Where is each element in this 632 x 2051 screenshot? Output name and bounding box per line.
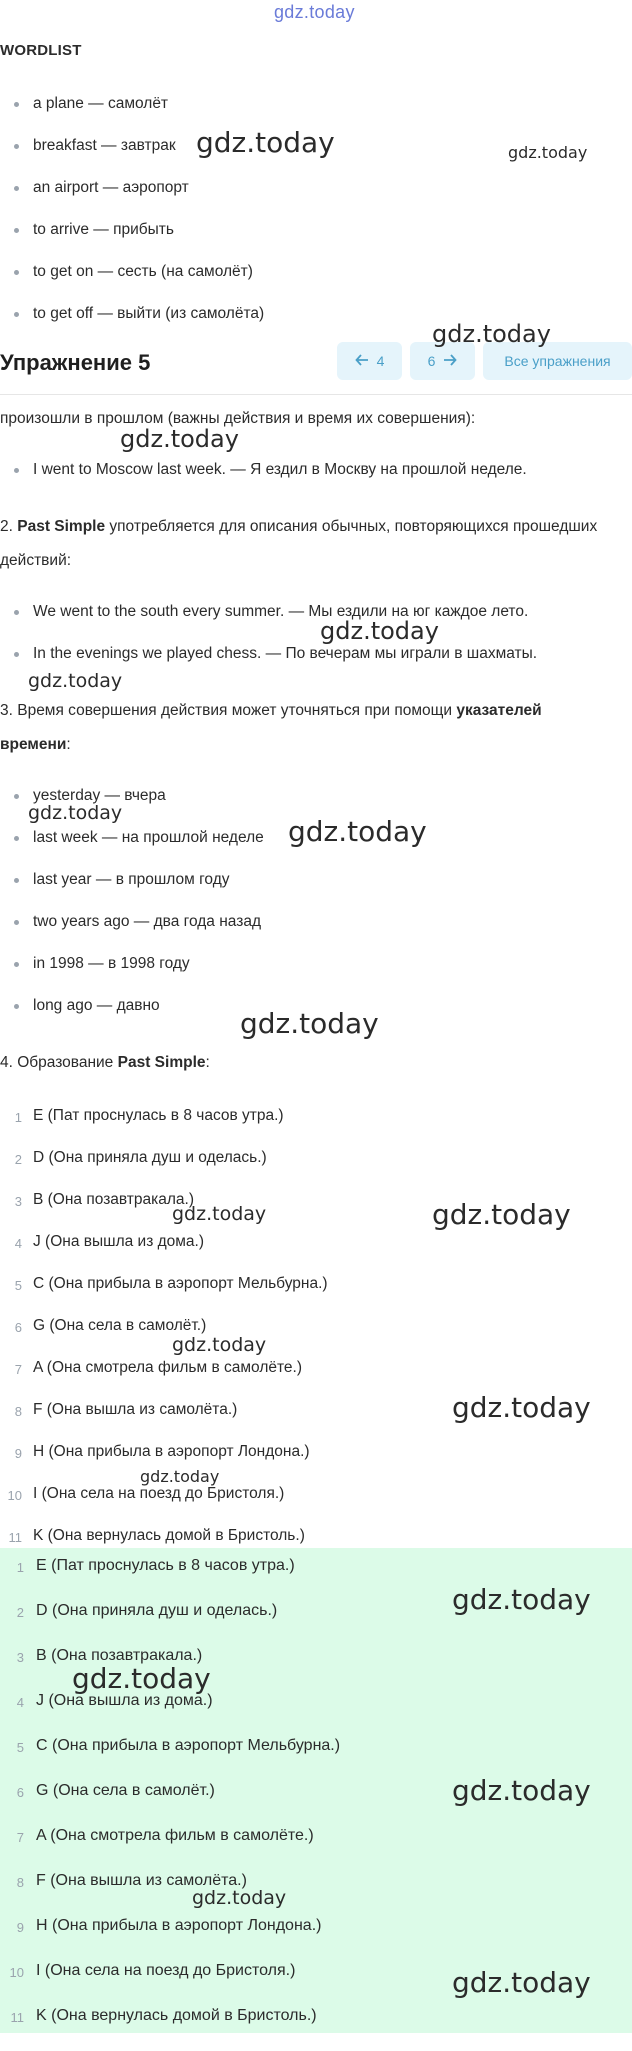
numbered-list [0, 1106, 632, 1568]
list-item: 7 A (Она смотрела фильм в самолёте.) [14, 1359, 302, 1377]
theory-paragraph-3: 3. Время совершения действия может уточняться при помощи указателей времени: [0, 702, 542, 753]
list-item: 9 H (Она прибыла в аэропорт Лондона.) [16, 1917, 322, 1935]
theory-paragraph-2: 2. Past Simple употребляется для описания обычных, повторяющихся прошедших действий: [0, 518, 598, 569]
watermark: gdz.today [72, 1662, 211, 1695]
prev-exercise-button[interactable] [337, 342, 402, 380]
watermark: gdz.today [196, 126, 335, 159]
page-title: Упражнение 5 [0, 350, 151, 375]
list-item: to arrive — прибыть [0, 220, 264, 262]
watermark: gdz.today [172, 1203, 267, 1225]
list-item: an airport — аэропорт [0, 178, 264, 220]
list-item: In the evenings we played chess. — По вечерам мы играли в шахматы. [0, 644, 537, 686]
watermark: gdz.today [452, 1391, 591, 1424]
list-item: 2 D (Она приняла душ и оделась.) [16, 1602, 278, 1620]
list-item: 10 I (Она села на поезд до Бристоля.) [9, 1962, 296, 1980]
watermark: gdz.today [240, 1007, 379, 1040]
watermark: gdz.today [140, 1467, 220, 1486]
arrow-right-icon [443, 353, 457, 370]
list-item: 6 G (Она села в самолёт.) [16, 1782, 215, 1800]
site-logo[interactable]: gdz.today [274, 2, 355, 22]
watermark: gdz.today [28, 802, 123, 824]
watermark: gdz.today [452, 1966, 591, 1999]
example-list [0, 460, 527, 502]
theory-paragraph-4: 4. Образование Past Simple: [0, 1054, 210, 1071]
list-item: a plane — самолёт [0, 94, 264, 136]
list-item: yesterday — вчера [0, 786, 264, 828]
watermark: gdz.today [508, 143, 588, 162]
watermark: gdz.today [192, 1887, 287, 1909]
watermark: gdz.today [28, 670, 123, 692]
list-item: We went to the south every summer. — Мы ездили на юг каждое лето. [0, 602, 537, 644]
list-item: in 1998 — в 1998 году [0, 954, 264, 996]
theory-line: произошли в прошлом (важны действия и время их совершения): [0, 410, 476, 427]
list-item: breakfast — завтрак [0, 136, 264, 178]
list-item: 4 J (Она вышла из дома.) [14, 1233, 205, 1251]
all-exercises-label: Все упражнения [504, 353, 611, 369]
wordlist-heading: WORDLIST [0, 42, 82, 59]
list-item: 4 J (Она вышла из дома.) [16, 1692, 213, 1710]
watermark: gdz.today [288, 815, 427, 848]
watermark: gdz.today [432, 1198, 571, 1231]
list-item: to get off — выйти (из самолёта) [0, 304, 264, 346]
list-item: long ago — давно [0, 996, 264, 1038]
list-item: 6 G (Она села в самолёт.) [14, 1317, 207, 1335]
list-item: last year — в прошлом году [0, 870, 264, 912]
watermark: gdz.today [432, 320, 551, 348]
list-item: 3 B (Она позавтракала.) [16, 1647, 203, 1665]
list-item: 11 K (Она вернулась домой в Бристоль.) [8, 1527, 305, 1545]
list-item: I went to Moscow last week. — Я ездил в Москву на прошлой неделе. [0, 460, 527, 502]
prev-exercise-label: 4 [376, 353, 385, 369]
list-item: 5 C (Она прибыла в аэропорт Мельбурна.) [16, 1737, 341, 1755]
watermark: gdz.today [172, 1334, 267, 1356]
watermark: gdz.today [452, 1774, 591, 1807]
arrow-left-icon [355, 353, 369, 370]
list-item: 2 D (Она приняла душ и оделась.) [14, 1149, 267, 1167]
next-exercise-label: 6 [427, 353, 436, 369]
list-item: 10 I (Она села на поезд до Бристоля.) [7, 1485, 285, 1503]
list-item: 3 B (Она позавтракала.) [14, 1191, 195, 1209]
list-item: two years ago — два года назад [0, 912, 264, 954]
watermark: gdz.today [120, 425, 239, 453]
list-item: 8 F (Она вышла из самолёта.) [16, 1872, 247, 1890]
list-item: to get on — сесть (на самолёт) [0, 262, 264, 304]
list-item: 5 C (Она прибыла в аэропорт Мельбурна.) [14, 1275, 328, 1293]
list-item: 1 E (Пат проснулась в 8 часов утра.) [16, 1557, 295, 1575]
list-item: 9 H (Она прибыла в аэропорт Лондона.) [14, 1443, 310, 1461]
list-item: 11 K (Она вернулась домой в Бристоль.) [10, 2007, 317, 2025]
watermark: gdz.today [320, 617, 439, 645]
exercise-nav-bar [0, 340, 632, 395]
list-item: 1 E (Пат проснулась в 8 часов утра.) [14, 1107, 284, 1125]
list-item: 8 F (Она вышла из самолёта.) [14, 1401, 238, 1419]
list-item: last week — на прошлой неделе [0, 828, 264, 870]
list-item: 7 A (Она смотрела фильм в самолёте.) [16, 1827, 314, 1845]
watermark: gdz.today [452, 1583, 591, 1616]
